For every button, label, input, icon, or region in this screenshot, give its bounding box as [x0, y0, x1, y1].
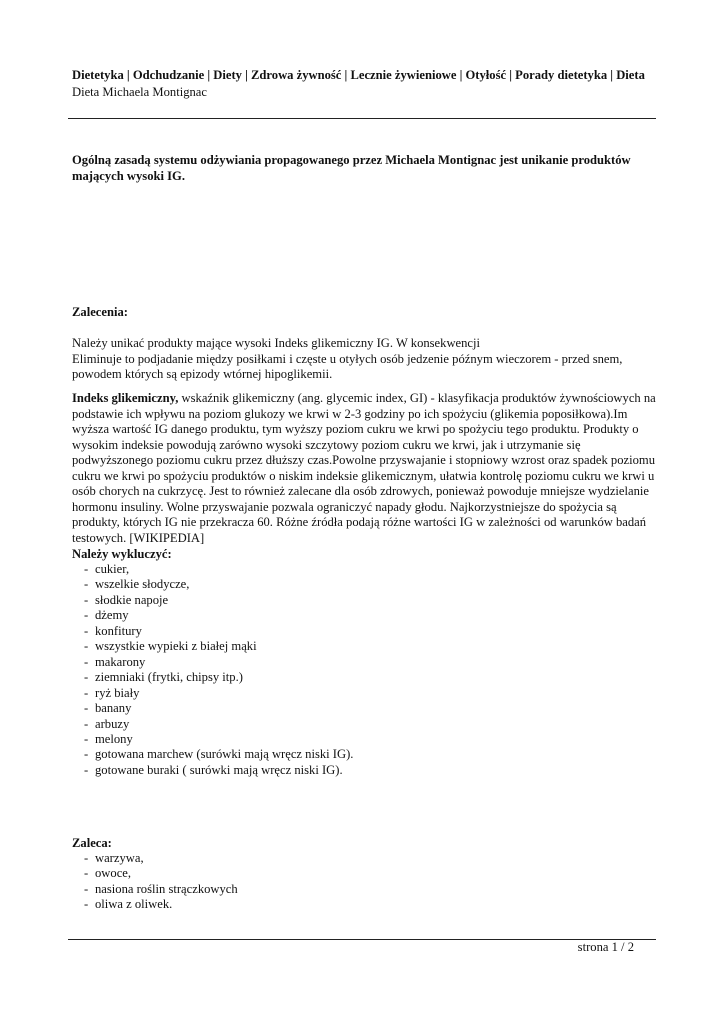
header-divider	[68, 118, 656, 119]
list-item: - nasiona roślin strączkowych	[84, 882, 238, 897]
list-item: - wszelkie słodycze,	[84, 577, 353, 592]
list-item: - gotowana marchew (surówki mają wręcz niski IG).	[84, 747, 353, 762]
list-item: - ryż biały	[84, 686, 353, 701]
list-item: - owoce,	[84, 866, 238, 881]
recommendations-heading: Zalecenia:	[72, 305, 128, 319]
recommend-list	[84, 851, 238, 913]
glycemic-index-term: Indeks glikemiczny,	[72, 391, 179, 405]
list-item: - makarony	[84, 655, 353, 670]
footer-divider	[68, 939, 656, 940]
list-item: - wszystkie wypieki z białej mąki	[84, 639, 353, 654]
recommendations-line-1: Należy unikać produkty mające wysoki Indeks glikemiczny IG. W konsekwencji	[72, 336, 481, 350]
list-item: - cukier,	[84, 562, 353, 577]
recommendations-line-2: Eliminuje to podjadanie między posiłkami i częste u otyłych osób jedzenie późnym wieczorem - przed snem, powodem których są epizody wtórnej hipoglikemii.	[72, 351, 623, 381]
list-item: - ziemniaki (frytki, chipsy itp.)	[84, 670, 353, 685]
site-header-title: Dietetyka | Odchudzanie | Diety | Zdrowa żywność | Lecznie żywieniowe | Otyłość | Porady dietetyka | Dieta	[72, 68, 645, 82]
list-item: - oliwa z oliwek.	[84, 897, 238, 912]
recommendations-text	[72, 336, 657, 383]
list-item: - gotowane buraki ( surówki mają wręcz niski IG).	[84, 763, 353, 778]
recommend-heading: Zaleca:	[72, 836, 112, 850]
list-item: - warzywa,	[84, 851, 238, 866]
list-item: - dżemy	[84, 608, 353, 623]
exclude-heading: Należy wykluczyć:	[72, 547, 172, 561]
list-item: - banany	[84, 701, 353, 716]
list-item: - arbuzy	[84, 717, 353, 732]
list-item: - słodkie napoje	[84, 593, 353, 608]
glycemic-index-paragraph	[72, 391, 657, 546]
list-item: - melony	[84, 732, 353, 747]
glycemic-index-definition: wskaźnik glikemiczny (ang. glycemic index, GI) - klasyfikacja produktów żywnościowych na podstawie ich wpływu na poziom glukozy we krwi w 2-3 godziny po ich spożyciu (glikemia poposiłkowa).Im wyższa wartość IG danego produktu, tym wyższy poziom cukru we krwi po spożyciu tego produktu. Produkty o wysokim indeksie powodują zarówno wysoki szczytowy poziom cukru we krwi, jak i utrzymanie się podwyższonego poziomu cukru przez dłuższy czas.Powolne przyswajanie i stopniowy wzrost oraz spadek poziomu cukru we krwi po spożyciu produktów o niskim indeksie glikemicznym, ułatwia kontrolę poziomu cukru we krwi u osób chorych na cukrzycę. Jest to również zalecane dla osób zdrowych, ponieważ powoduje mniejsze wydzielanie hormonu insuliny. Wolne przyswajanie pozwala ograniczyć napady głodu. Najkorzystniejsze do spożycia są produkty, których IG nie przekracza 60. Różne źródła podają różne wartości IG w zależności od warunków badań testowych. [WIKIPEDIA]	[72, 391, 656, 545]
exclude-list	[84, 562, 353, 778]
list-item: - konfitury	[84, 624, 353, 639]
lead-paragraph: Ogólną zasadą systemu odżywiania propagowanego przez Michaela Montignac jest unikanie produktów mających wysoki IG.	[72, 153, 631, 183]
article-subtitle: Dieta Michaela Montignac	[72, 85, 207, 99]
page-number: strona 1 / 2	[577, 940, 634, 954]
